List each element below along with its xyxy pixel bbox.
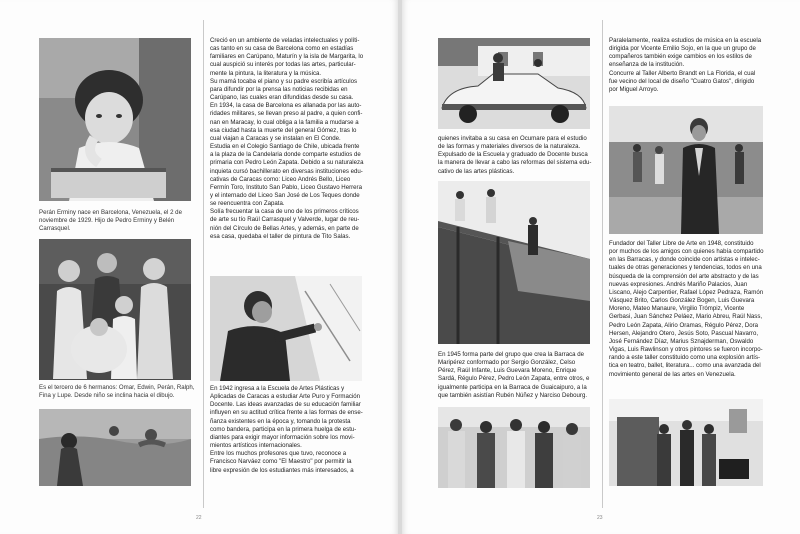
column-rule [602,20,603,508]
photo-men-on-car [438,38,590,129]
photo-barraca-roof-group [438,181,590,344]
page-number-left: 22 [196,515,202,521]
photo-beach-bathers [39,409,191,486]
caption-siblings: Es el tercero de 6 hermanos: Omar, Edwin, Perán, Ralph, Fina y Lupe. Desde niño se inclina hacia el dibujo. [39,384,195,400]
body-text-school: En 1942 ingresa a la Escuela de Artes Plásticas y Aplicadas de Caracas a estudiar Arte Puro y Formación Docente. Las ideas avanzadas de su educación familiar influyen en su actitud crítica frente a las formas de ense- ñanza existentes en la época y, tomando la protesta como bandera, participa en la primera huelga de estu- diantes para exigir mayor información sobre los movi- mientos artísticos internacionales. Entre los muchos profesores que tuvo, reconoce a Francisco Narváez como "El Maestro" por permitir la libre expresión de los estudiantes más interesados, a [210,385,363,474]
photo-young-man-painting [210,276,362,381]
body-text-taller-libre: Fundador del Taller Libre de Arte en 1948, constituido por muchos de los amigos con quienes había compartido en las Barracas, y donde coincide con artistas e intelec- tuales de otras generaciones y tendencias, todos en una búsqueda de la comprensión del arte abstracto y de las nuevas expresiones. Andrés Mariño Palacios, Juan Liscano, Alejo Carpentier, Rafael López Pedraza, Ramón Vásquez Brito, Carlos González Bogen, Luis Guevara Moreno, Mateo Manaure, Virgilio Trómpiz, Vicente Gerbasi, Juan Sánchez Peláez, Mario Abreu, Raúl Nass, Pedro León Zapata, Alirio Oramas, Régulo Pérez, Dora Hersen, Alejandro Otero, Jesús Soto, Pascual Navarro, José Fernández Díaz, Marius Sznajderman, Oswaldo Vigas, Luis Rawlinson y otros pintores se fueron incorpo- rando a este taller constituido como una explosión artís- tica en teatro, ballet, literatura... como una avanzada del movimiento general de las artes en Venezuela. [609,240,764,378]
body-text-barraca: En 1945 forma parte del grupo que crea la Barraca de Maripérez conformado por Sergio González, Celso Pérez, Raúl Infante, Luis Guevara Moreno, Enrique Sardá, Régulo Pérez, Pedro León Zapata, entre otros, e igualmente participa en la Barraca de Guaicaipuro, a la que también asistían Rubén Núñez y Narciso Debourg. [438,351,590,399]
page-number-right: 23 [597,515,603,521]
photo-family-group [39,239,191,380]
left-page [0,0,398,534]
right-page [402,0,800,534]
photo-man-walking-street [609,106,763,234]
photo-group-doorway [609,399,763,486]
photo-group-portrait [438,407,590,488]
column-rule [203,20,204,508]
body-text-childhood: Creció en un ambiente de veladas intelectuales y políti- cas tanto en su casa de Barcelona como en estadías familiares en Carúpano, Maturín y la isla de Margarita, lo cual auspició su interés por todas las artes, particular- mente la pintura, la literatura y la música. Su mamá tocaba el piano y su padre escribía artículos para difundir por la prensa las noticias recibidas en Carúpano, las cuales eran difundidas desde su casa. En 1934, la casa de Barcelona es allanada por las auto- ridades militares, se llevan preso al padre, a quien confi- nan en Maracay, lo cual obliga a la familia a mudarse a esa ciudad hasta la muerte del general Gómez, tras lo cual viajan a Caracas y se instalan en El Conde. Estudia en el Colegio Santiago de Chile, ubicada frente a la plaza de la Candelaria donde comparte estudios de primaria con Pedro León Zapata. Debido a su naturaleza inquieta cursó bachillerato en diversas instituciones edu- cativas de Caracas como: Liceo Andrés Bello, Liceo Fermín Toro, Instituto San Pablo, Liceo Gustavo Herrera y el internado del Liceo San José de Los Teques donde se reencuentra con Zapata. Solía frecuentar la casa de uno de los primeros críticos de arte su tío Raúl Carrasquel y Valverde, lugar de reu- nión del Círculo de Bellas Artes, y además, en parte de esa casa, quedaba el taller de pintura de Tito Salas. [210,37,364,240]
body-text-expulsion: quienes invitaba a su casa en Ocumare para el estudio de las formas y materiales diversos de la naturaleza. Expulsado de la Escuela y graduado de Docente busca la manera de llevar a cabo las reformas del sistema edu- cativo de las artes plásticas. [438,135,592,175]
body-text-music: Paralelamente, realiza estudios de música en la escuela dirigida por Vicente Emilio Sojo, en la que un grupo de compañeros también exige cambios en los estilos de enseñanza de la institución. Concurre al Taller Alberto Brandt en La Florida, el cual fue vecino del local de diseño "Cuatro Gatos", dirigido por Miguel Arroyo. [609,37,762,93]
photo-child-portrait [39,38,191,201]
caption-birth: Perán Erminy nace en Barcelona, Venezuela, el 2 de noviembre de 1929. Hijo de Pedro Erminy y Belén Carrasquel. [39,209,182,233]
